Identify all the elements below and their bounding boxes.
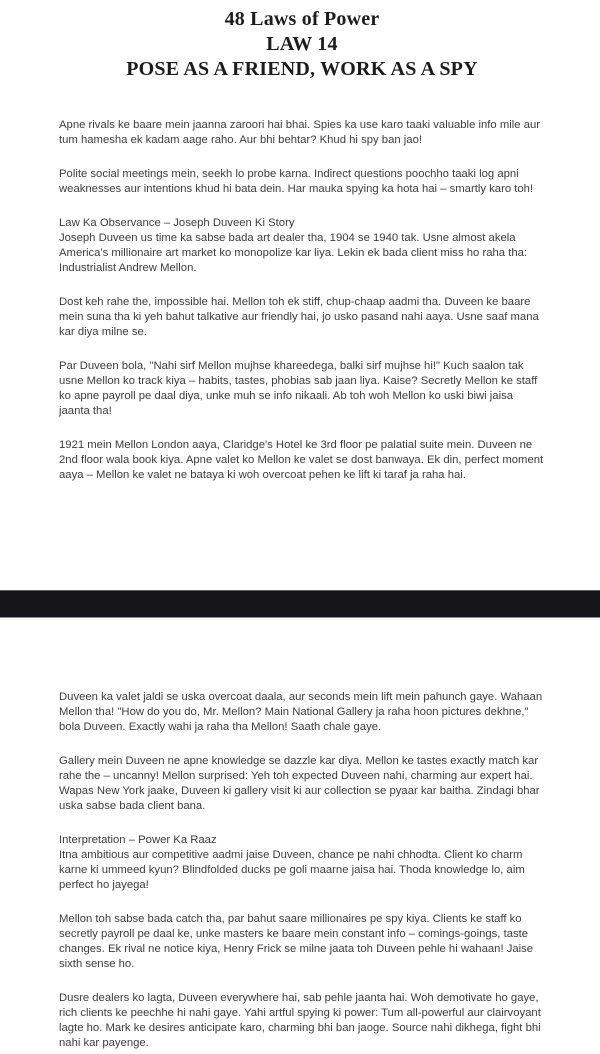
- page-2-body: [59, 690, 545, 1051]
- paragraph-gallery: Gallery mein Duveen ne apne knowledge se dazzle kar diya. Mellon ke tastes exactly match kar rahe the – uncanny! Mellon surprised: Yeh toh expected Duveen nahi, charming aur expert hai. Wapas New York jaake, Duveen ki gallery visit ki aur collection se pyaar kar baitha. Zindagi bhar uska sabse bada client bana.: [59, 755, 540, 812]
- law-name: POSE AS A FRIEND, WORK AS A SPY: [126, 58, 478, 80]
- page-1-body: [59, 118, 545, 483]
- document-title-block: [59, 7, 545, 82]
- paragraph-valet: Duveen ka valet jaldi se uska overcoat daala, aur seconds mein lift mein pahunch gaye. Wahaan Mellon tha! "How do you do, Mr. Mellon? Main National Gallery ja raha hoon pictures dekhne," bola Duveen. Exactly wahi ja raha tha Mellon! Saath chale gaye.: [59, 691, 543, 733]
- paragraph-dealers: Dusre dealers ko lagta, Duveen everywhere hai, sab pehle jaanta hai. Woh demotivate ho gaye, rich clients ke peechhe hi nahi gaye. Yahi artful spying ki power: Tum all-powerful aur clairvoyant lagte ho. Mark ke desires anticipate karo, charming bhi ban jaoge. Source nahi dikhega, fight bhi nahi kar payenge.: [59, 992, 541, 1049]
- paragraph-track: Par Duveen bola, "Nahi sirf Mellon mujhse khareedega, balki sirf mujhse hi!" Kuch saalon tak usne Mellon ko track kiya – habits, tastes, phobias sab jaan liya. Kaise? Secretly Mellon ke staff ko apne payroll pe daal diya, unke muh se info nikaali. Ab toh woh Mellon ko uski biwi jaisa jaanta tha!: [59, 360, 538, 417]
- section-heading-interpretation: Interpretation – Power Ka Raaz: [59, 834, 217, 846]
- paragraph-text: Itna ambitious aur competitive aadmi jaise Duveen, chance pe nahi chhodta. Client ko charm karne ki ummeed kyun? Blindfolded ducks pe goli maarne jaisa hai. Thoda knowledge lo, aim perfect ho jayega!: [59, 849, 525, 891]
- document-page-2: [0, 618, 600, 1054]
- paragraph-text: Joseph Duveen us time ka sabse bada art dealer tha, 1904 se 1940 tak. Usne almost akela America's millionaire art market ko monopolize kar liya. Lekin ek bada client miss ho raha tha: Industrialist Andrew Mellon.: [59, 232, 528, 274]
- book-title: 48 Laws of Power: [224, 8, 380, 30]
- page-separator: [0, 590, 600, 618]
- paragraph-1921: 1921 mein Mellon London aaya, Claridge's Hotel ke 3rd floor pe palatial suite mein. Duveen ne 2nd floor wala book kiya. Apne valet ko Mellon ke valet se dost banwaya. Ek din, perfect moment aaya – Mellon ke valet ne bataya ki woh overcoat pehen ke lift ki taraf ja raha hai.: [59, 439, 544, 481]
- paragraph-observance: [59, 216, 545, 276]
- paragraph-intro-2: Polite social meetings mein, seekh lo probe karna. Indirect questions poochho taaki log apni weaknesses aur intentions khud hi bata dein. Har mauka spying ka hota hai – smartly karo toh!: [59, 168, 534, 195]
- paragraph-interpretation: [59, 833, 545, 893]
- paragraph-mellon-catch: Mellon toh sabse bada catch tha, par bahut saare millionaires pe spy kiya. Clients ke staff ko secretly payroll pe daal ke, unke masters ke baare mein constant info – comings-goings, taste changes. Ek rival ne notice kiya, Henry Frick se milne jaata toh Duveen pehle hi wahaan! Jaise sixth sense ho.: [59, 913, 534, 970]
- law-number: LAW 14: [266, 33, 338, 55]
- section-heading-observance: Law Ka Observance – Joseph Duveen Ki Story: [59, 217, 295, 229]
- paragraph-intro-1: Apne rivals ke baare mein jaanna zaroori hai bhai. Spies ka use karo taaki valuable info mile aur tum hamesha ek kadam aage raho. Aur bhi behtar? Khud hi spy ban jao!: [59, 119, 541, 146]
- paragraph-dost: Dost keh rahe the, impossible hai. Mellon toh ek stiff, chup-chaap aadmi tha. Duveen ke baare mein suna tha ki yeh bahut talkative aur friendly hai, jo usko pasand nahi aaya. Usne saaf mana kar diya milne se.: [59, 296, 539, 338]
